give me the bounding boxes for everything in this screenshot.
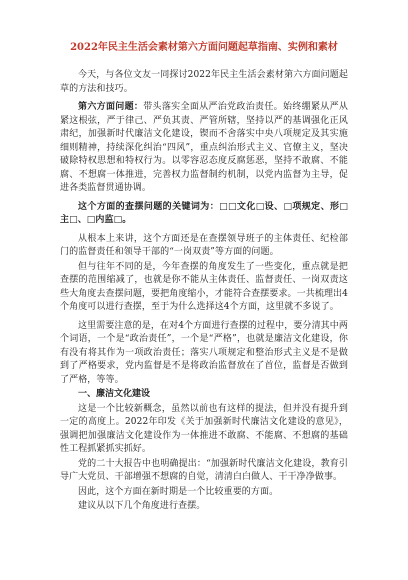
sixth-aspect-paragraph [60,101,348,196]
integrity-concept-paragraph: 这是一个比较新概念，虽然以前也有这样的提法，但并没有提升到一定的高度上。2022年印发《关于加强新时代廉洁文化建设的意见》，强调把加强廉洁文化建设作为一体推进不敢腐、不能腐、不想腐的基础性工程抓紧抓实抓好。 [60,403,348,454]
congress-report-paragraph: 党的二十大报告中也明确提出：“加强新时代廉洁文化建设，教育引导广大党员、干部增强不想腐的自觉，清清白白做人、干干净净做事。 [60,458,348,482]
section-heading-integrity-culture: 一、廉洁文化建设 [78,389,151,399]
suggestion-paragraph: 建议从以下几个角度进行查摆。 [78,501,206,511]
intro-paragraph: 今天，与各位文友一同探讨2022年民主生活会素材第六方面问题起草的方法和技巧。 [60,70,348,94]
sixth-aspect-body: 带头落实全面从严治党政治责任。始终绷紧从严从紧这根弦，严于律己、严负其责、严管所辖，坚持以严的基调强化正风肃纪，加强新时代廉洁文化建设，锲而不舍落实中央八项规定及其实施细则精神，持续深化纠治“四风”，重点纠治形式主义、官僚主义，坚决破除特权思想和特权行为。以零容忍态度反腐惩恶，坚持不敢腐、不能腐、不想腐一体推进，完善权力监督制约机制，以党内监督为主导，促进各类监督贯通协调。 [60,102,349,193]
notice-paragraph: 这里需要注意的是，在对4个方面进行查摆的过程中，要分清其中两个词语，一个是“政治责任”，一个是“严格”，也就是廉洁文化建设，你有没有将其作为一项政治责任；落实八项规定和整治形式主义是不是做到了严格要求，党内监督是不是将政治监督放在了首位，监督是否做到了严格，等等。 [60,320,348,385]
responsibility-paragraph: 从根本上来讲，这个方面还是在查摆领导班子的主体责任、纪检部门的监督责任和领导干部的“一岗双责”等方面的问题。 [60,233,348,257]
importance-paragraph: 因此，这个方面在新时期是一个比较重要的方面。 [78,486,279,497]
angle-change-paragraph: 但与往年不同的是，今年查摆的角度发生了一些变化，重点就是把查摆的范围缩减了，也就是你不能从主体责任、监督责任、一岗双责这些大角度去查摆问题，要把角度缩小，才能符合查摆要求。一共梳理出4个角度可以进行查摆，至于为什么选择这4个方面，这里就不多说了。 [60,261,348,312]
sixth-aspect-label: 第六方面问题： [78,102,144,112]
keywords-paragraph: 这个方面的查摆问题的关键词为：□□文化□设、□项规定、形□主□、□内监□。 [60,201,348,225]
document-title: 2022年民主生活会素材第六方面问题起草指南、实例和素材 [70,42,338,53]
